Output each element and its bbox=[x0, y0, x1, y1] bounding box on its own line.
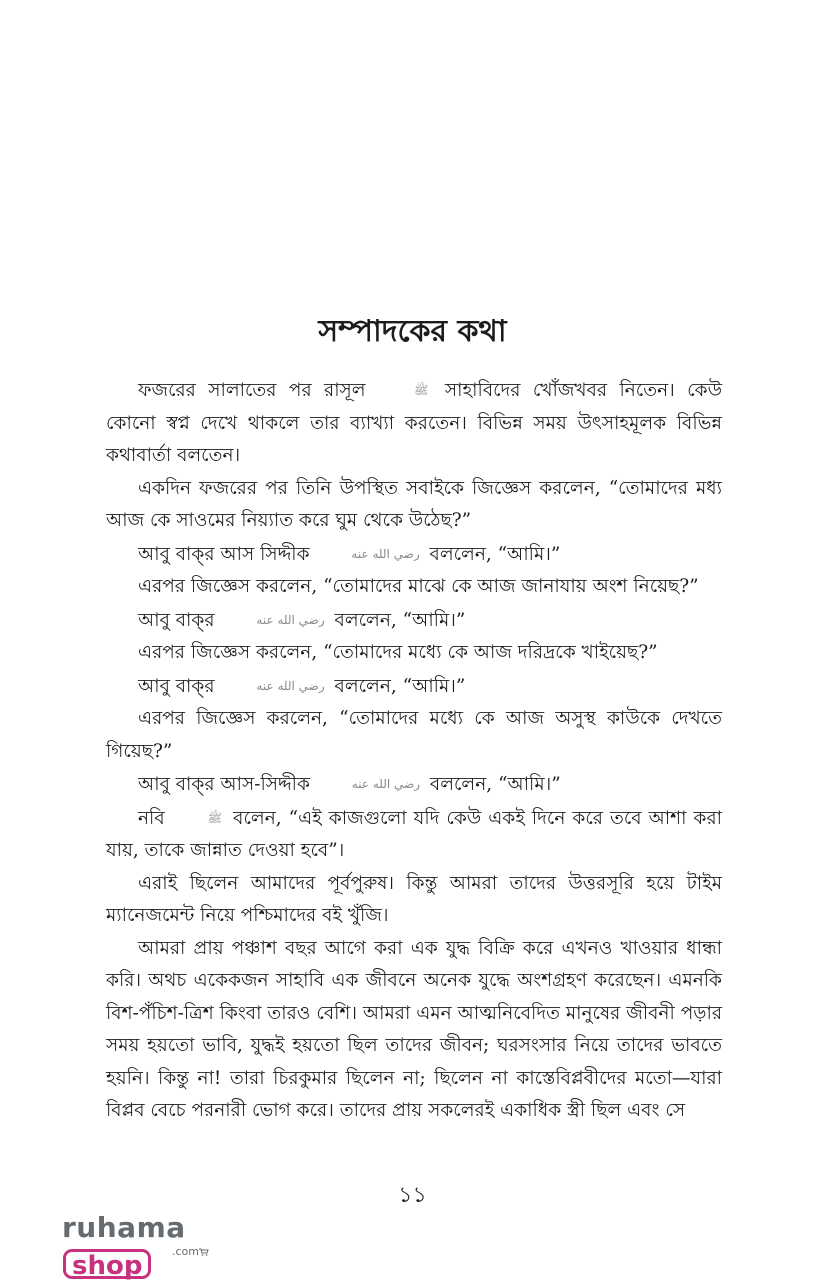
page-number: ১১ bbox=[398, 1183, 427, 1208]
logo-domain-suffix bbox=[172, 1245, 209, 1258]
honorific-mark: رضي الله عنه bbox=[256, 678, 325, 693]
honorific-mark: رضي الله عنه bbox=[351, 777, 421, 791]
paragraph: আবু বাক্‌র আস সিদ্দীক رضي الله عنه বললেন, “আমি।” bbox=[106, 538, 722, 572]
paragraph: আমরা প্রায় পঞ্চাশ বছর আগে করা এক যুদ্ধ বিক্রি করে এখনও খাওয়ার ধান্ধা করি। অথচ একেকজন সাহাবি এক জীবনে অনেক যুদ্ধে অংশগ্রহণ করেছেন। এমনকি বিশ-পঁচিশ-ত্রিশ কিংবা তারও বেশি। আমরা এমন আত্মনিবেদিত মানুষের জীবনী পড়ার সময় হয়তো ভাবি, যুদ্ধই হয়তো ছিল তাদের জীবন; ঘরসংসার নিয়ে তাদের ভাবতে হয়নি। কিন্তু না! তারা চিরকুমার ছিলেন না; ছিলেন না কাস্তেবিপ্লবীদের মতো—যারা বিপ্লব বেচে পরনারী ভোগ করে। তাদের প্রায় সকলেরই একাধিক স্ত্রী ছিল এবং সে bbox=[106, 937, 722, 1121]
paragraph: ফজরের সালাতের পর রাসূল ﷺ সাহাবিদের খোঁজখবর নিতেন। কেউ কোনো স্বপ্ন দেখে থাকলে তার ব্যাখ্যা করতেন। বিভিন্ন সময় উৎসাহমূলক বিভিন্ন কথাবার্তা বলতেন। bbox=[106, 374, 722, 473]
page-title: সম্পাদকের কথা bbox=[318, 314, 507, 349]
body-text bbox=[106, 374, 722, 1128]
logo-accent-text: shop bbox=[63, 1249, 151, 1279]
paragraph: এরপর জিজ্ঞেস করলেন, “তোমাদের মাঝে কে আজ জানাযায় অংশ নিয়েছ?” bbox=[138, 576, 699, 597]
logo-primary-text: ruhama bbox=[62, 1211, 186, 1244]
paragraph: এরাই ছিলেন আমাদের পূর্বপুরুষ। কিন্তু আমরা তাদের উত্তরসূরি হয়ে টাইম ম্যানেজমেন্ট নিয়ে পশ্চিমাদের বই খুঁজি। bbox=[106, 872, 722, 926]
cart-icon bbox=[199, 1248, 209, 1256]
paragraph: আবু বাক্‌র رضي الله عنه বললেন, “আমি।” bbox=[106, 670, 722, 704]
paragraph: আবু বাক্‌র رضي الله عنه বললেন, “আমি।” bbox=[106, 604, 722, 638]
honorific-mark: ﷺ bbox=[207, 810, 223, 825]
paragraph: এরপর জিজ্ঞেস করলেন, “তোমাদের মধ্যে কে আজ দরিদ্রকে খাইয়েছ?” bbox=[138, 642, 658, 663]
honorific-mark: رضي الله عنه bbox=[351, 546, 420, 561]
paragraph: আবু বাক্‌র আস-সিদ্দীক رضي الله عنه বললেন, “আমি।” bbox=[106, 768, 722, 802]
paragraph: একদিন ফজরের পর তিনি উপস্থিত সবাইকে জিজ্ঞেস করলেন, “তোমাদের মধ্য আজ কে সাওমের নিয়্যাত করে ঘুম থেকে উঠেছ?” bbox=[106, 477, 722, 531]
logo-tld-text: .com bbox=[172, 1245, 199, 1258]
publisher-logo[interactable] bbox=[62, 1210, 262, 1281]
paragraph: এরপর জিজ্ঞেস করলেন, “তোমাদের মধ্যে কে আজ অসুস্থ কাউকে দেখতে গিয়েছ?” bbox=[106, 708, 722, 762]
paragraph: নবি ﷺ বলেন, “এই কাজগুলো যদি কেউ একই দিনে করে তবে আশা করা যায়, তাকে জান্নাত দেওয়া হবে”। bbox=[106, 802, 722, 868]
honorific-mark: رضي الله عنه bbox=[256, 612, 325, 627]
honorific-mark: ﷺ bbox=[413, 383, 429, 397]
